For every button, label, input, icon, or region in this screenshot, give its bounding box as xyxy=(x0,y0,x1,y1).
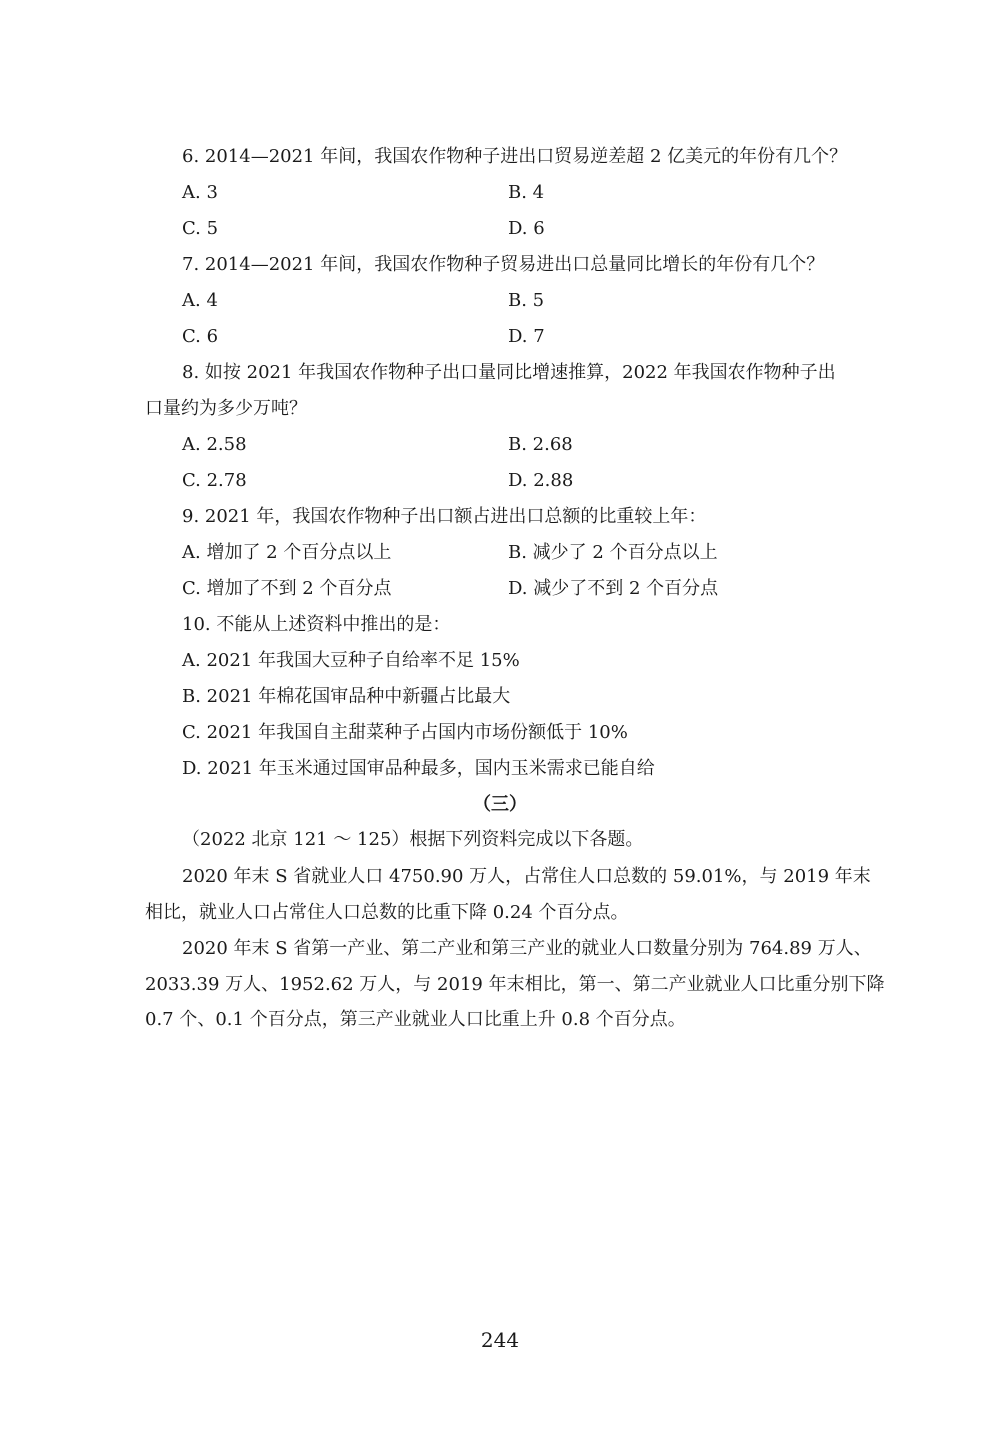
question-8-stem: 8. 如按 2021 年我国农作物种子出口量同比增速推算，2022 年我国农作物种子出 xyxy=(182,362,836,383)
page-number: 244 xyxy=(480,1328,520,1352)
question-7-option-d: D. 7 xyxy=(508,326,545,347)
question-7-option-b: B. 5 xyxy=(508,290,545,311)
question-7-option-c: C. 6 xyxy=(182,326,219,347)
question-6-option-a: A. 3 xyxy=(182,182,218,203)
question-10-option-d: D. 2021 年玉米通过国审品种最多，国内玉米需求已能自给 xyxy=(182,758,655,779)
section-source-line: （2022 北京 121 ～ 125）根据下列资料完成以下各题。 xyxy=(182,829,644,850)
question-6-option-c: C. 5 xyxy=(182,218,219,239)
question-9-option-b: B. 减少了 2 个百分点以上 xyxy=(508,542,718,563)
question-9-option-d: D. 减少了不到 2 个百分点 xyxy=(508,578,719,599)
question-7-option-a: A. 4 xyxy=(182,290,218,311)
question-6-option-d: D. 6 xyxy=(508,218,545,239)
question-9-option-a: A. 增加了 2 个百分点以上 xyxy=(182,542,392,563)
question-9-option-c: C. 增加了不到 2 个百分点 xyxy=(182,578,392,599)
question-10-stem: 10. 不能从上述资料中推出的是： xyxy=(182,614,451,635)
question-9-stem: 9. 2021 年，我国农作物种子出口额占进出口总额的比重较上年： xyxy=(182,506,707,527)
question-10-option-b: B. 2021 年棉花国审品种中新疆占比最大 xyxy=(182,686,511,707)
question-10-option-a: A. 2021 年我国大豆种子自给率不足 15% xyxy=(182,650,520,671)
question-6-option-b: B. 4 xyxy=(508,182,545,203)
question-10-option-c: C. 2021 年我国自主甜菜种子占国内市场份额低于 10% xyxy=(182,722,628,743)
question-7-stem: 7. 2014—2021 年间，我国农作物种子贸易进出口总量同比增长的年份有几个？ xyxy=(182,254,825,275)
section-paragraph-1: 2020 年末 S 省就业人口 4750.90 万人，占常住人口总数的 59.01%，与 2019 年末相比，就业人口占常住人口总数的比重下降 0.24 个百分点。 xyxy=(145,866,871,923)
question-8-stem-continued: 口量约为多少万吨？ xyxy=(145,398,307,419)
question-8-option-b: B. 2.68 xyxy=(508,434,573,455)
section-heading: （三） xyxy=(473,794,527,815)
question-8-option-c: C. 2.78 xyxy=(182,470,247,491)
question-8-option-d: D. 2.88 xyxy=(508,470,574,491)
section-paragraph-2: 2020 年末 S 省第一产业、第二产业和第三产业的就业人口数量分别为 764.89 万人、2033.39 万人、1952.62 万人，与 2019 年末相比，第一、第二产业就业人口比重分别下降 0.7 个、0.1 个百分点，第三产业就业人口比重上升 0.8 个百分点。 xyxy=(145,938,885,1030)
question-6-stem: 6. 2014—2021 年间，我国农作物种子进出口贸易逆差超 2 亿美元的年份有几个？ xyxy=(182,146,848,167)
question-8-option-a: A. 2.58 xyxy=(182,434,247,455)
